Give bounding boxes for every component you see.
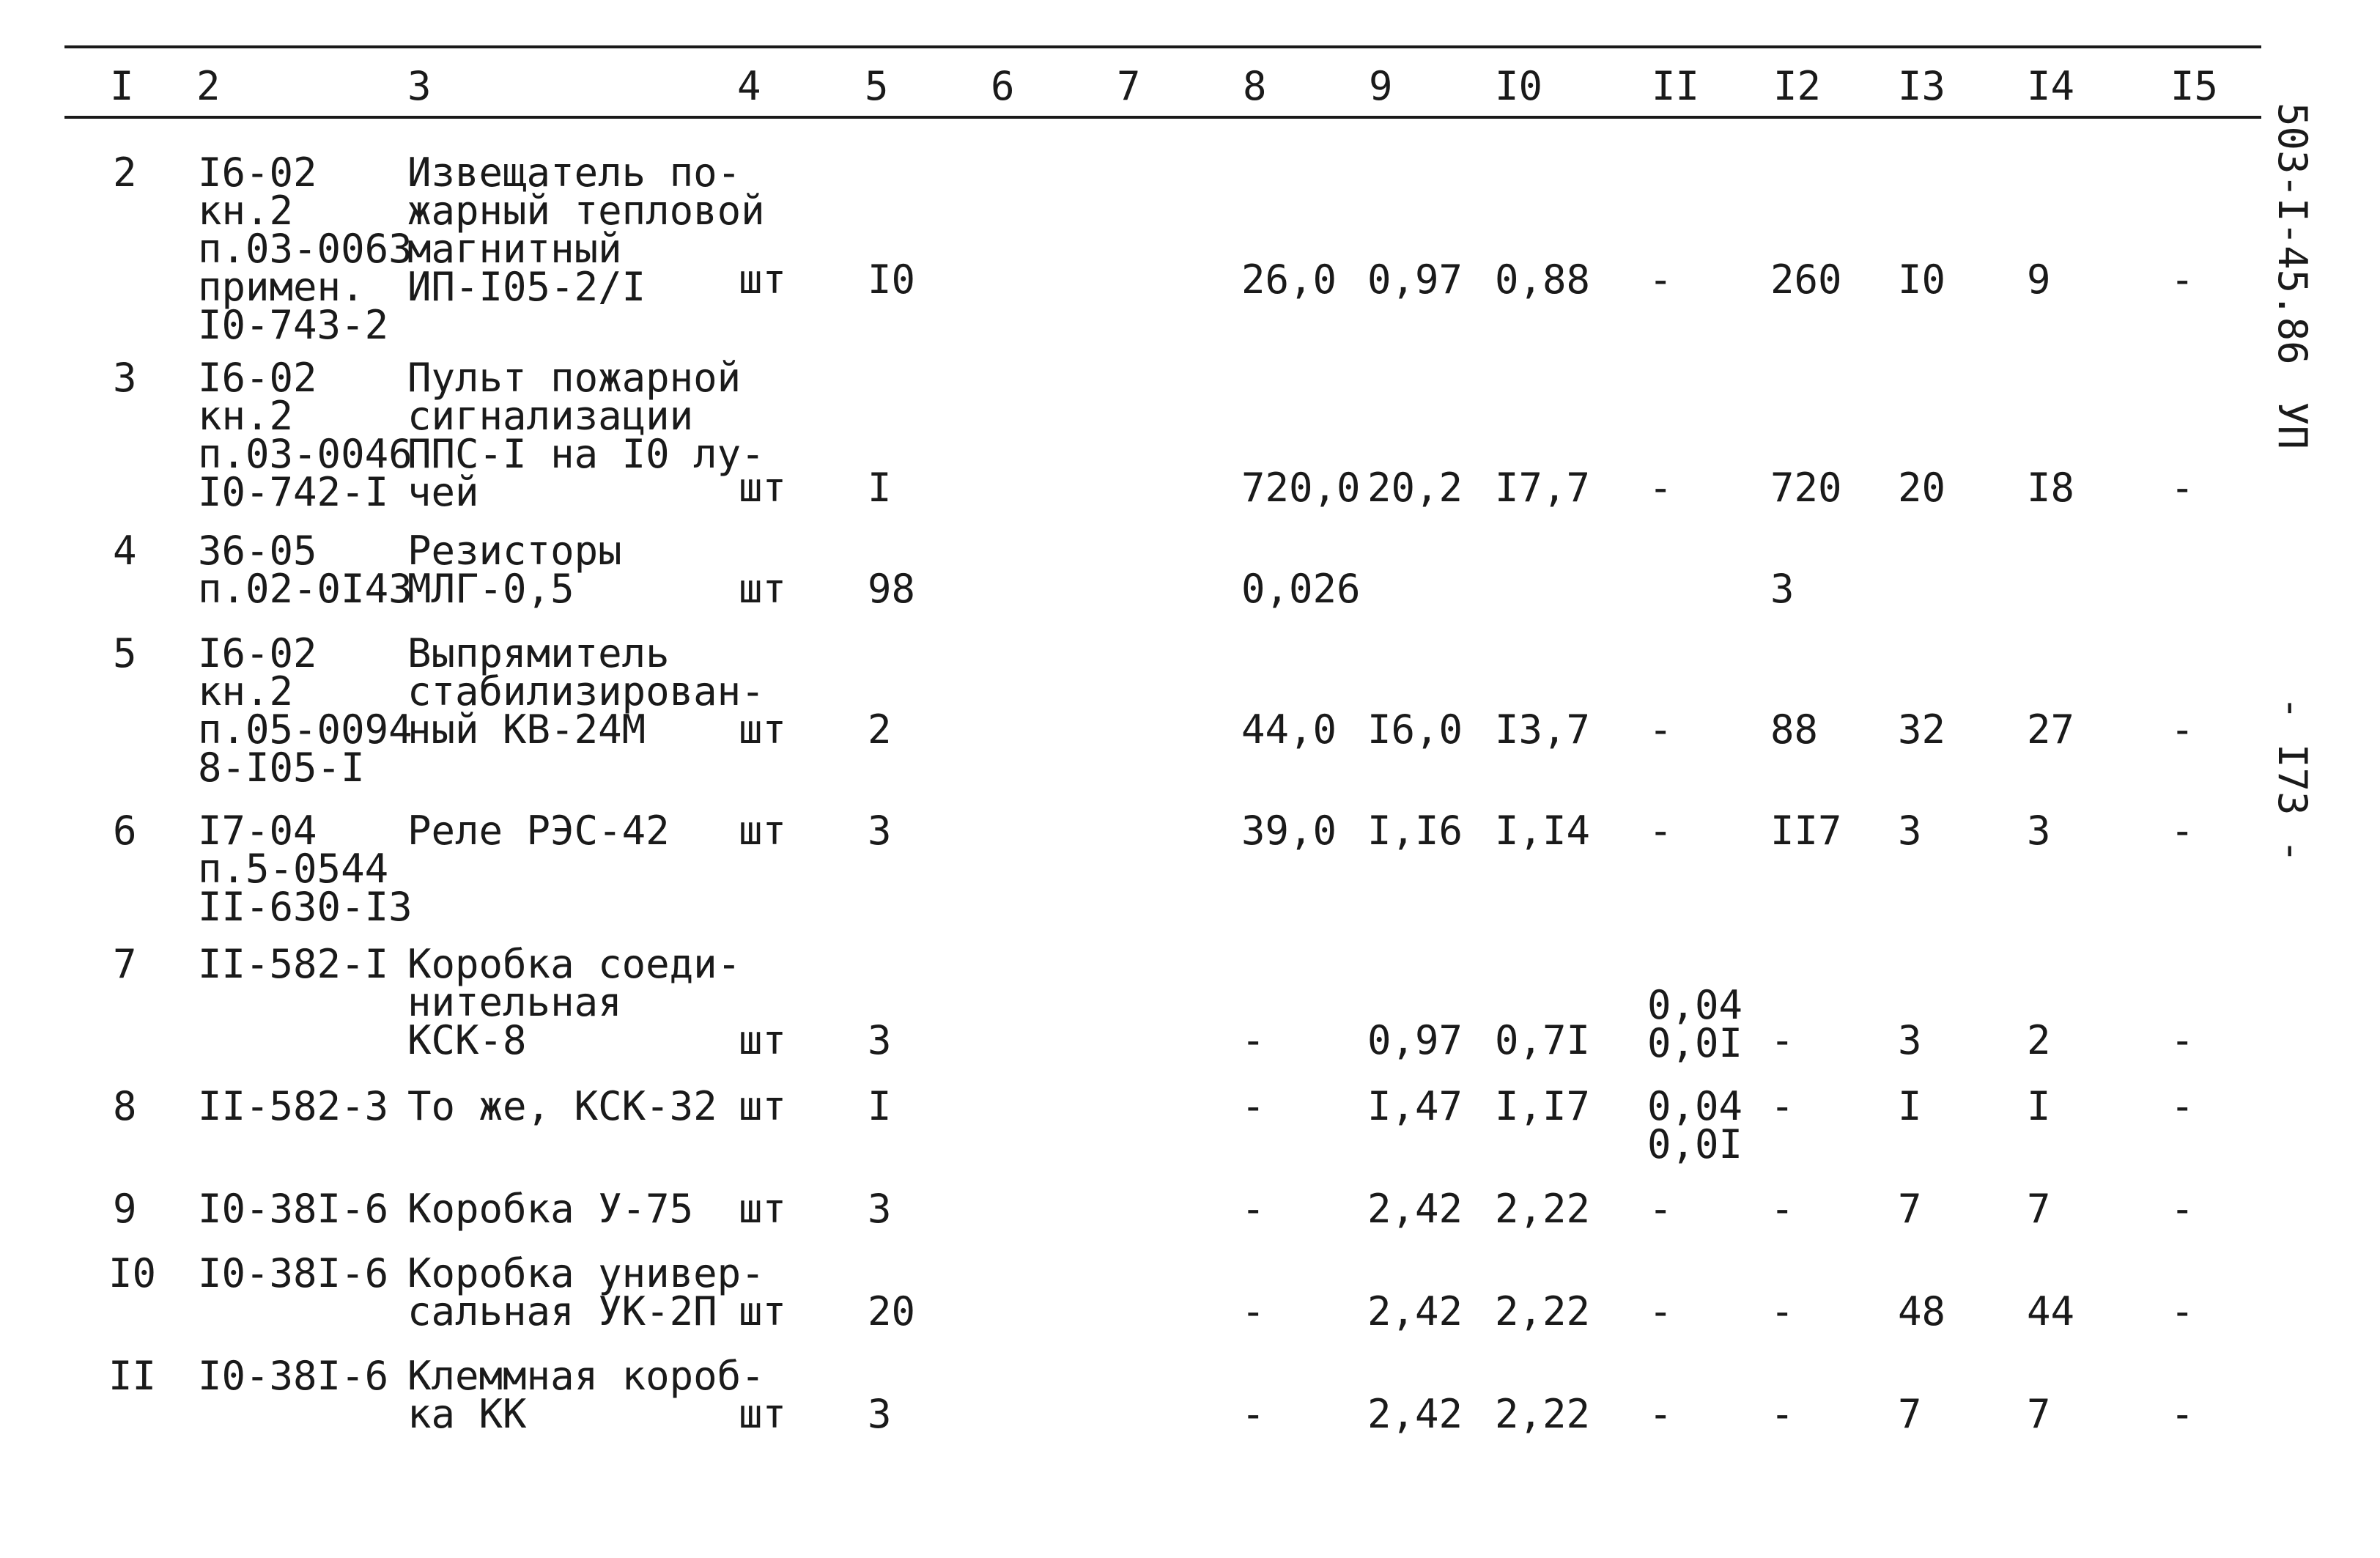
row-9-c15: - xyxy=(2170,1288,2195,1334)
row-8-num: 9 xyxy=(113,1186,137,1232)
row-5-c13: 3 xyxy=(1898,808,1922,854)
side-document-code: 503-I-45.86 xyxy=(2269,103,2316,365)
row-2-code: I6-02 кн.2 п.03-0046 I0-742-I xyxy=(198,355,413,515)
row-6-c15: - xyxy=(2170,1017,2195,1063)
header-col-9: 9 xyxy=(1369,63,1393,109)
row-8-c12: - xyxy=(1770,1186,1795,1232)
row-8-c9: 2,42 xyxy=(1367,1186,1463,1232)
row-8-c14: 7 xyxy=(2027,1186,2051,1232)
row-5-code: I7-04 п.5-0544 II-630-I3 xyxy=(198,808,413,930)
row-7-c12: - xyxy=(1770,1083,1795,1129)
row-7-name: То же, КСК-32 xyxy=(407,1083,717,1129)
row-7-c10: I,I7 xyxy=(1495,1083,1591,1129)
header-col-12: I2 xyxy=(1773,63,1822,109)
row-2-c8: 720,0 xyxy=(1241,465,1361,511)
row-7-qty: I xyxy=(868,1083,892,1129)
row-1-qty: I0 xyxy=(868,256,916,303)
row-7-c9: I,47 xyxy=(1367,1083,1463,1129)
row-10-c13: 7 xyxy=(1898,1391,1922,1437)
header-col-10: I0 xyxy=(1495,63,1543,109)
row-5-qty: 3 xyxy=(868,808,892,854)
row-1-c13: I0 xyxy=(1898,256,1946,303)
row-4-c9: I6,0 xyxy=(1367,706,1463,753)
side-page-number: - I73 - xyxy=(2269,696,2316,863)
row-3-unit: шт xyxy=(739,566,787,612)
row-2-c12: 720 xyxy=(1770,465,1842,511)
row-3-c8: 0,026 xyxy=(1241,566,1361,612)
row-5-c9: I,I6 xyxy=(1367,808,1463,854)
row-10-c15: - xyxy=(2170,1391,2195,1437)
row-1-num: 2 xyxy=(113,149,137,196)
row-4-c15: - xyxy=(2170,706,2195,753)
row-9-c9: 2,42 xyxy=(1367,1288,1463,1334)
header-col-15: I5 xyxy=(2170,63,2219,109)
row-1-c12: 260 xyxy=(1770,256,1842,303)
row-6-c14: 2 xyxy=(2027,1017,2051,1063)
row-7-c11: 0,04 0,0I xyxy=(1647,1083,1743,1167)
row-4-code: I6-02 кн.2 п.05-0094 8-I05-I xyxy=(198,630,413,791)
row-8-c10: 2,22 xyxy=(1495,1186,1591,1232)
row-1-c11: - xyxy=(1649,256,1673,303)
row-6-num: 7 xyxy=(113,941,137,987)
row-7-c14: I xyxy=(2027,1083,2051,1129)
row-4-c11: - xyxy=(1649,706,1673,753)
row-3-code: 36-05 п.02-0I43 xyxy=(198,528,413,612)
row-1-name: Извещатель по- жарный тепловой магнитный ИП-I05-2/I xyxy=(407,149,765,310)
row-3-c12: 3 xyxy=(1770,566,1795,612)
header-col-13: I3 xyxy=(1898,63,1946,109)
row-1-c14: 9 xyxy=(2027,256,2051,303)
row-5-c11: - xyxy=(1649,808,1673,854)
header-col-1: I xyxy=(110,63,134,109)
row-8-code: I0-38I-6 xyxy=(198,1186,389,1232)
row-10-c12: - xyxy=(1770,1391,1795,1437)
row-2-c15: - xyxy=(2170,465,2195,511)
row-9-c13: 48 xyxy=(1898,1288,1946,1334)
row-7-c15: - xyxy=(2170,1083,2195,1129)
row-4-c13: 32 xyxy=(1898,706,1946,753)
row-9-c10: 2,22 xyxy=(1495,1288,1591,1334)
row-9-unit: шт xyxy=(739,1288,787,1334)
row-4-num: 5 xyxy=(113,630,137,676)
row-6-c9: 0,97 xyxy=(1367,1017,1463,1063)
row-7-c13: I xyxy=(1898,1083,1922,1129)
row-8-c8: - xyxy=(1241,1186,1265,1232)
row-8-c11: - xyxy=(1649,1186,1673,1232)
row-8-c15: - xyxy=(2170,1186,2195,1232)
row-1-c8: 26,0 xyxy=(1241,256,1337,303)
row-5-unit: шт xyxy=(739,808,787,854)
row-2-num: 3 xyxy=(113,355,137,401)
row-6-c11: 0,04 0,0I xyxy=(1647,982,1743,1066)
row-4-c12: 88 xyxy=(1770,706,1819,753)
header-col-3: 3 xyxy=(407,63,432,109)
row-8-name: Коробка У-75 xyxy=(407,1186,694,1232)
row-2-c11: - xyxy=(1649,465,1673,511)
row-9-qty: 20 xyxy=(868,1288,916,1334)
header-col-8: 8 xyxy=(1243,63,1267,109)
header-col-6: 6 xyxy=(991,63,1015,109)
row-1-c15: - xyxy=(2170,256,2195,303)
header-col-11: II xyxy=(1652,63,1700,109)
row-3-name: Резисторы МЛГ-0,5 xyxy=(407,528,622,612)
row-6-unit: шт xyxy=(739,1017,787,1063)
header-col-7: 7 xyxy=(1117,63,1141,109)
row-6-code: II-582-I xyxy=(198,941,389,987)
row-10-c9: 2,42 xyxy=(1367,1391,1463,1437)
row-4-name: Выпрямитель стабилизирован- ный КВ-24М xyxy=(407,630,765,753)
row-10-code: I0-38I-6 xyxy=(198,1353,389,1399)
row-6-qty: 3 xyxy=(868,1017,892,1063)
row-10-name: Клеммная короб- ка КК xyxy=(407,1353,765,1437)
header-col-4: 4 xyxy=(737,63,761,109)
row-10-c11: - xyxy=(1649,1391,1673,1437)
row-5-name: Реле РЭС-42 xyxy=(407,808,670,854)
row-5-c12: II7 xyxy=(1770,808,1842,854)
row-5-c10: I,I4 xyxy=(1495,808,1591,854)
row-6-c12: - xyxy=(1770,1017,1795,1063)
row-9-c8: - xyxy=(1241,1288,1265,1334)
row-5-c14: 3 xyxy=(2027,808,2051,854)
row-2-qty: I xyxy=(868,465,892,511)
row-6-name: Коробка соеди- нительная КСК-8 xyxy=(407,941,742,1063)
row-3-num: 4 xyxy=(113,528,137,574)
row-1-unit: шт xyxy=(739,256,787,303)
row-3-qty: 98 xyxy=(868,566,916,612)
row-9-c12: - xyxy=(1770,1288,1795,1334)
row-2-unit: шт xyxy=(739,465,787,511)
row-10-num: II xyxy=(108,1353,157,1399)
row-9-name: Коробка универ- сальная УК-2П xyxy=(407,1250,765,1334)
row-9-code: I0-38I-6 xyxy=(198,1250,389,1296)
row-1-c10: 0,88 xyxy=(1495,256,1591,303)
row-7-c8: - xyxy=(1241,1083,1265,1129)
row-5-c15: - xyxy=(2170,808,2195,854)
row-10-c10: 2,22 xyxy=(1495,1391,1591,1437)
row-9-num: I0 xyxy=(108,1250,157,1296)
row-8-c13: 7 xyxy=(1898,1186,1922,1232)
header-col-5: 5 xyxy=(865,63,889,109)
row-6-c13: 3 xyxy=(1898,1017,1922,1063)
row-8-unit: шт xyxy=(739,1186,787,1232)
row-7-unit: шт xyxy=(739,1083,787,1129)
row-2-c10: I7,7 xyxy=(1495,465,1591,511)
row-10-unit: шт xyxy=(739,1391,787,1437)
row-1-c9: 0,97 xyxy=(1367,256,1463,303)
row-6-c8: - xyxy=(1241,1017,1265,1063)
row-4-unit: шт xyxy=(739,706,787,753)
row-2-c14: I8 xyxy=(2027,465,2075,511)
row-7-num: 8 xyxy=(113,1083,137,1129)
row-4-c8: 44,0 xyxy=(1241,706,1337,753)
row-9-c11: - xyxy=(1649,1288,1673,1334)
header-col-14: I4 xyxy=(2027,63,2075,109)
header-col-2: 2 xyxy=(196,63,221,109)
row-1-code: I6-02 кн.2 п.03-0063 примен. I0-743-2 xyxy=(198,149,413,348)
row-10-c14: 7 xyxy=(2027,1391,2051,1437)
row-10-qty: 3 xyxy=(868,1391,892,1437)
row-2-name: Пульт пожарной сигнализации ППС-I на I0 лу- чей xyxy=(407,355,765,515)
row-2-c9: 20,2 xyxy=(1367,465,1463,511)
row-10-c8: - xyxy=(1241,1391,1265,1437)
row-2-c13: 20 xyxy=(1898,465,1946,511)
row-6-c10: 0,7I xyxy=(1495,1017,1591,1063)
row-5-num: 6 xyxy=(113,808,137,854)
row-8-qty: 3 xyxy=(868,1186,892,1232)
row-7-code: II-582-3 xyxy=(198,1083,389,1129)
row-4-qty: 2 xyxy=(868,706,892,753)
row-9-c14: 44 xyxy=(2027,1288,2075,1334)
row-5-c8: 39,0 xyxy=(1241,808,1337,854)
row-4-c14: 27 xyxy=(2027,706,2075,753)
side-album-label: УП xyxy=(2269,402,2316,450)
row-4-c10: I3,7 xyxy=(1495,706,1591,753)
